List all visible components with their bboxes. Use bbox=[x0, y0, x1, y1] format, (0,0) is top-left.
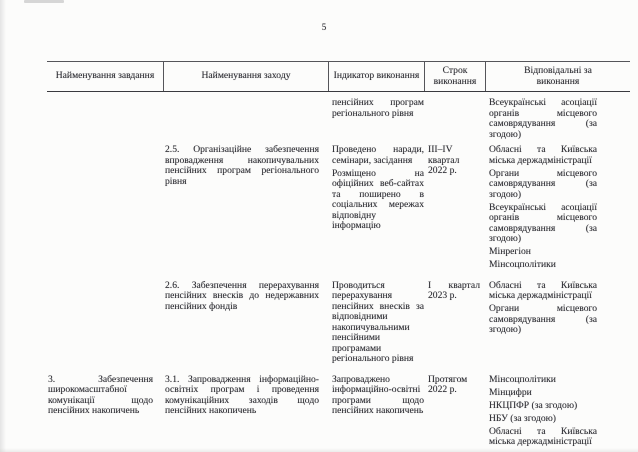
cell-responsible bbox=[485, 145, 630, 271]
paragraph: Органи місцевого самоврядування (за згодою) bbox=[489, 167, 597, 200]
paragraph: 3. Забезпечення широкомасштабної комунікації щодо пенсійних накопичень bbox=[48, 373, 153, 416]
cell-task bbox=[47, 281, 163, 365]
paragraph: Всеукраїнські асоціації органів місцевого самоврядування (за згодою) bbox=[489, 97, 597, 140]
scan-edge-shadow-bottom bbox=[0, 448, 638, 452]
cell-measure bbox=[163, 145, 328, 271]
cell-term bbox=[424, 375, 485, 448]
cell-task bbox=[47, 145, 163, 271]
cell-measure bbox=[163, 375, 328, 448]
scan-edge-shadow-left bbox=[0, 0, 6, 452]
paragraph: Запроваджено інформаційно-освітні програми щодо пенсійних накопичень bbox=[332, 373, 424, 416]
header-term-column: Строк виконання bbox=[424, 62, 485, 91]
paragraph: НКЦПФР (за згодою) bbox=[489, 399, 578, 411]
cell-responsible bbox=[485, 375, 630, 448]
paragraph: I квартал 2023 р. bbox=[428, 279, 480, 301]
cell-measure bbox=[163, 98, 328, 140]
paragraph: Проведено наради, семінари, засідання bbox=[332, 144, 424, 166]
paragraph: Обласні та Київська міська держадміністрації bbox=[489, 144, 597, 166]
table-row-3-1 bbox=[47, 375, 630, 448]
paragraph: 3.1. Запровадження інформаційно-освітніх програм і проведення комунікаційних заходів щодо пенсійних накопичень bbox=[165, 373, 319, 416]
paragraph: Всеукраїнські асоціації органів місцевого самоврядування (за згодою) bbox=[489, 201, 597, 244]
cell-responsible bbox=[485, 281, 630, 365]
paragraph: Розміщено на офіційних веб-сайтах та поширено в соціальних мережах відповідну інформацію bbox=[332, 167, 424, 231]
paragraph: Мінсоцполітики bbox=[489, 373, 556, 385]
measures-table bbox=[47, 61, 630, 448]
paragraph: НБУ (за згодою) bbox=[489, 412, 556, 424]
paragraph: Мінрегіон bbox=[489, 246, 531, 257]
paragraph: Протягом 2022 р. bbox=[428, 373, 468, 395]
paragraph: Обласні та Київська міська держадміністрації bbox=[489, 425, 597, 447]
scan-artifact-top bbox=[24, 0, 64, 3]
paragraph: III–IV квартал 2022 р. bbox=[428, 144, 460, 176]
table-row-continuation bbox=[47, 98, 630, 140]
paragraph: 2.5. Організаційне забезпечення впровадження накопичувальних пенсійних програм регіонального рівня bbox=[165, 144, 319, 187]
cell-term bbox=[424, 98, 485, 140]
header-measure-column: Найменування заходу bbox=[163, 62, 328, 91]
page-number: 5 bbox=[321, 22, 327, 32]
table-header-row bbox=[47, 61, 630, 92]
cell-indicator bbox=[328, 145, 424, 271]
cell-measure bbox=[163, 281, 328, 365]
cell-indicator bbox=[328, 281, 424, 365]
table-row-2-6 bbox=[47, 281, 630, 365]
header-task-column: Найменування завдання bbox=[55, 70, 155, 82]
paragraph: 2.6. Забезпечення перерахування пенсійних внесків до недержавних пенсійних фондів bbox=[165, 279, 319, 312]
paragraph: пенсійних програм регіонального рівня bbox=[332, 97, 424, 119]
cell-term bbox=[424, 145, 485, 271]
cell-indicator bbox=[328, 375, 424, 448]
paragraph: Обласні та Київська міська держадміністрації bbox=[489, 279, 597, 301]
paragraph: Проводиться перерахування пенсійних внесків за відповідними накопичувальними пенсійними програмами регіонального рівня bbox=[332, 279, 424, 364]
cell-term bbox=[424, 281, 485, 365]
paragraph: Мінсоцполітики bbox=[489, 259, 556, 270]
cell-task bbox=[47, 375, 163, 448]
paragraph: Мінцифри bbox=[489, 386, 532, 398]
cell-indicator bbox=[328, 98, 424, 140]
header-responsible-column: Відповідальні за виконання bbox=[485, 62, 630, 91]
cell-responsible bbox=[485, 98, 630, 140]
table-row-2-5 bbox=[47, 145, 630, 271]
paragraph: Органи місцевого самоврядування (за згодою) bbox=[489, 303, 597, 335]
cell-task bbox=[47, 98, 163, 140]
header-indicator-column: Індикатор виконання bbox=[328, 62, 424, 91]
